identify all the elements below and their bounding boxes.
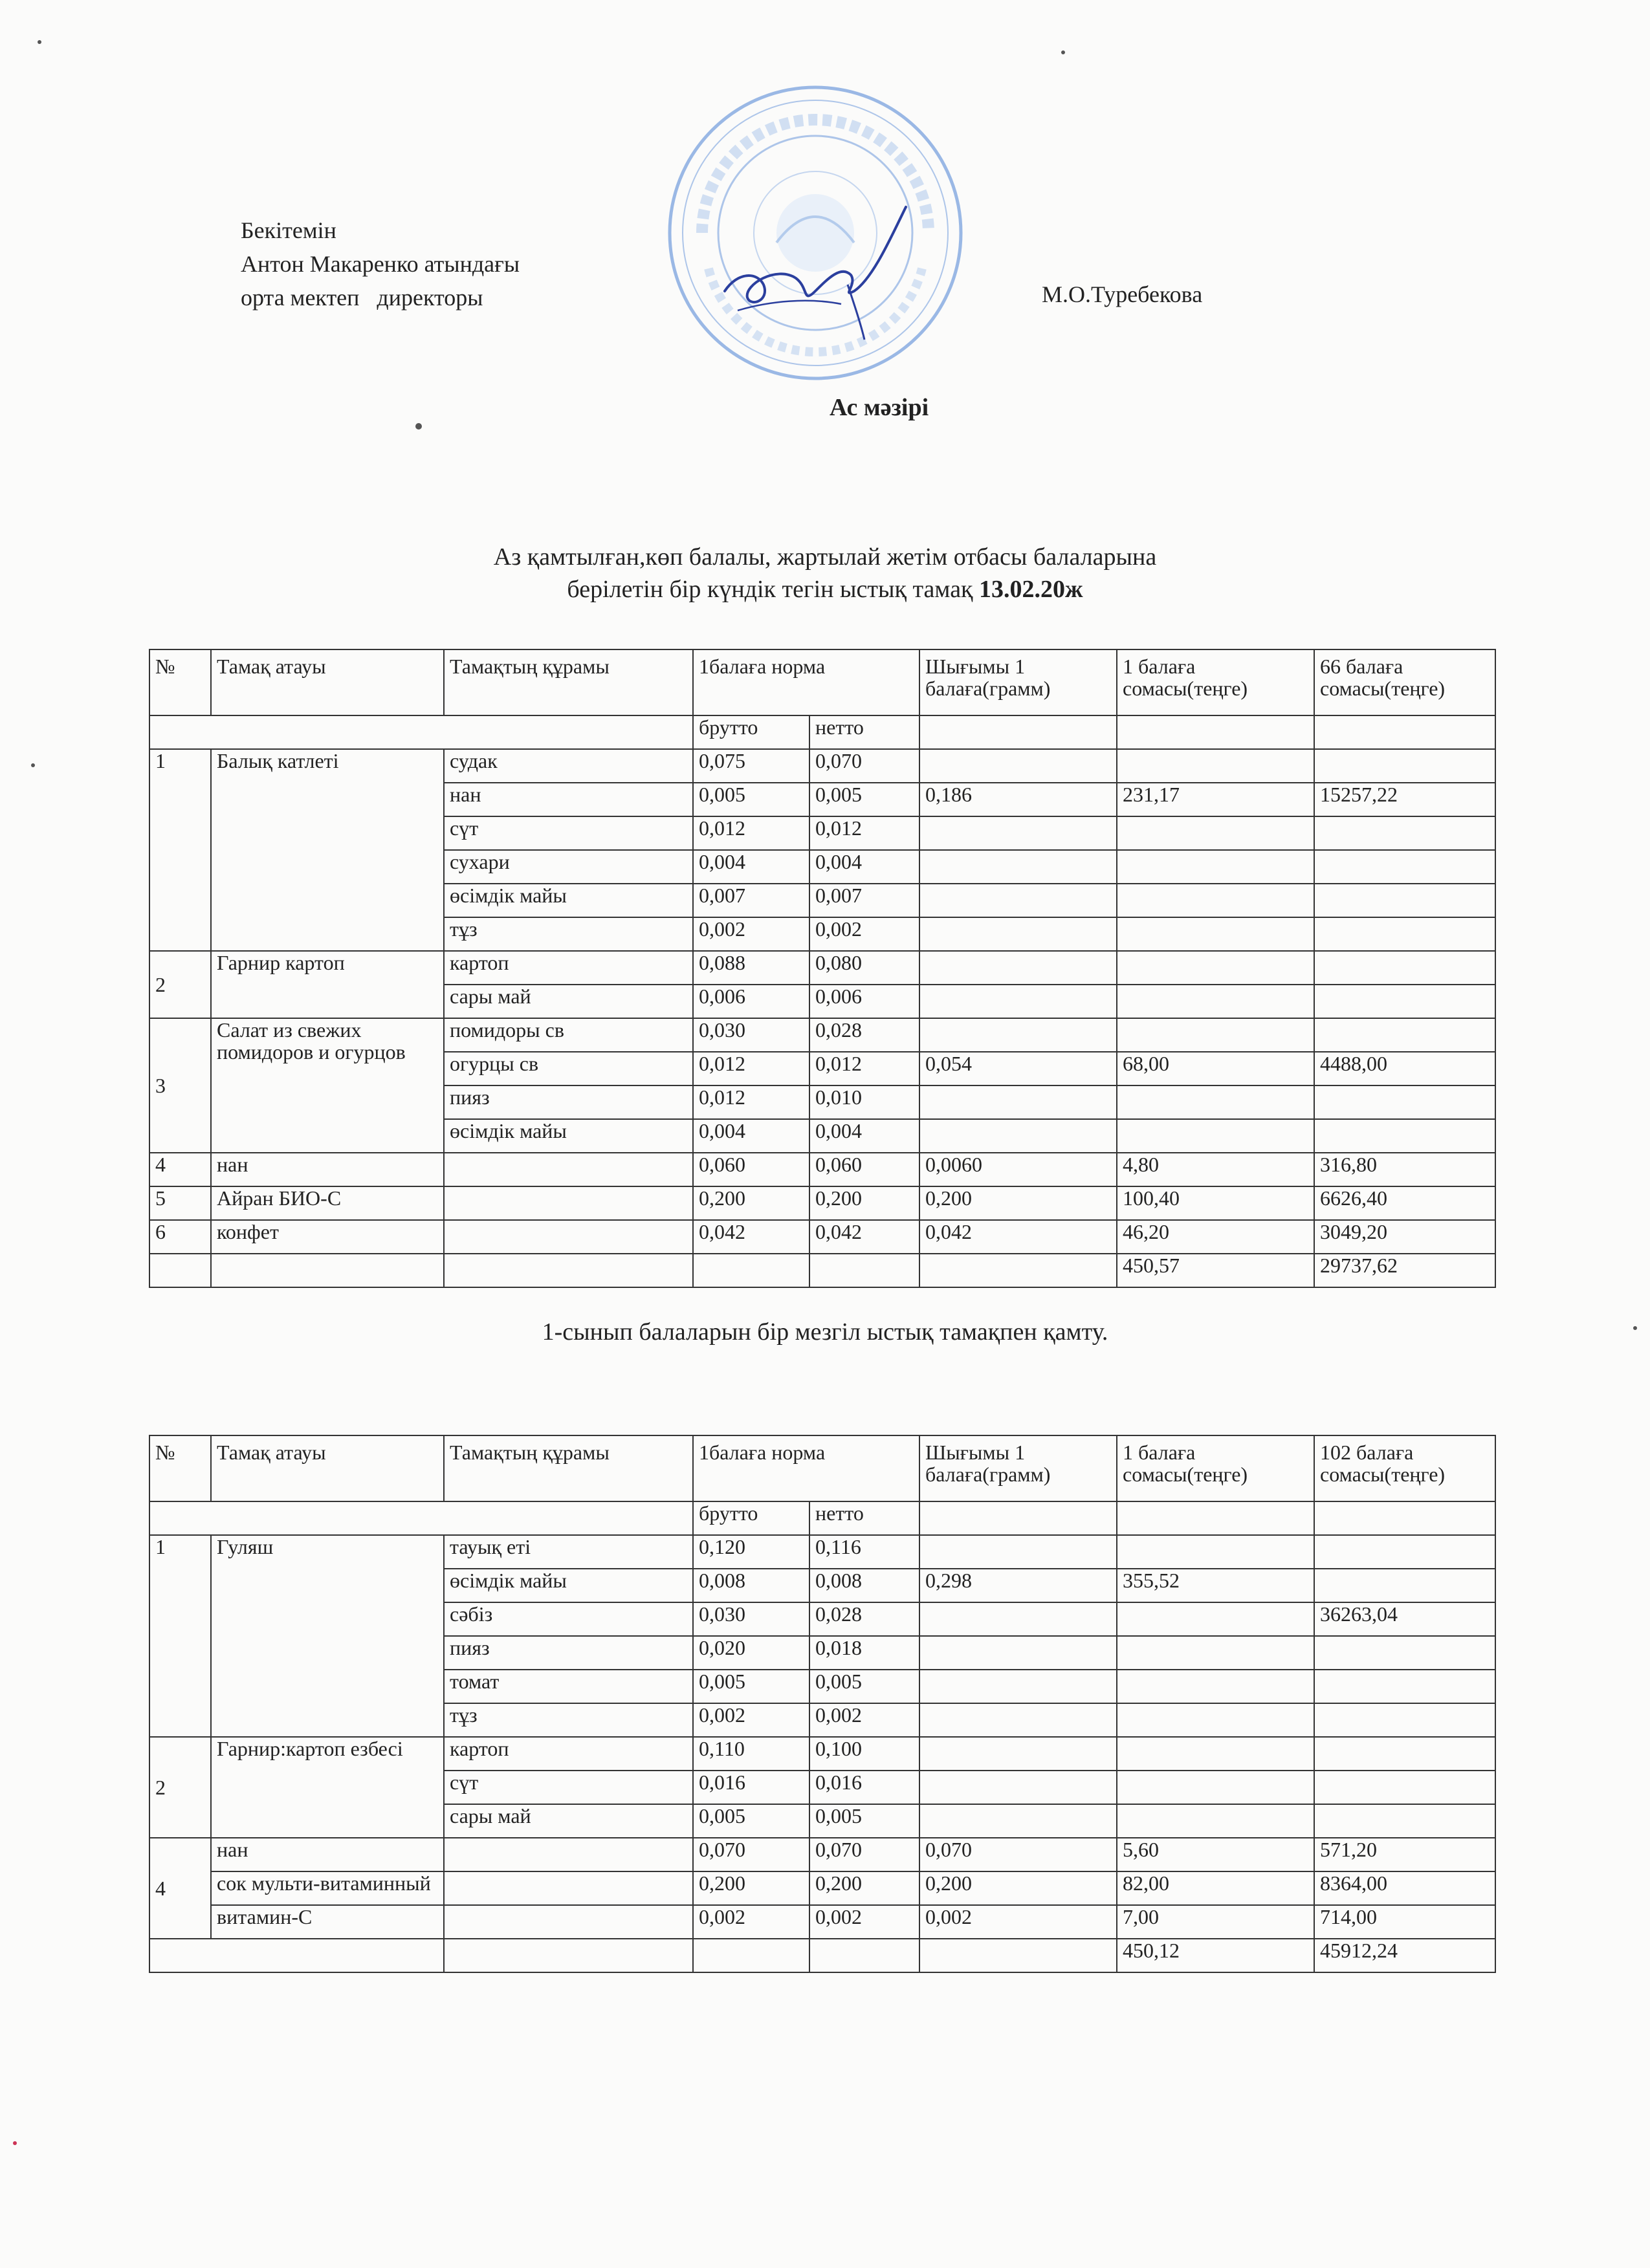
table-row <box>149 1153 1495 1186</box>
brutto-value: 0,005 <box>693 783 809 816</box>
yield-value: 0,298 <box>919 1569 1117 1602</box>
subheader-empty <box>1117 715 1314 749</box>
total-empty <box>919 1254 1117 1287</box>
brutto-value: 0,016 <box>693 1771 809 1804</box>
ingredient: картоп <box>444 1737 693 1771</box>
price-total-value: 36263,04 <box>1314 1602 1495 1636</box>
ingredient <box>444 1153 693 1186</box>
brutto-value: 0,005 <box>693 1804 809 1838</box>
price-total-value <box>1314 1703 1495 1737</box>
ingredient: огурцы св <box>444 1052 693 1085</box>
total-empty <box>444 1939 693 1972</box>
price-one-value <box>1117 1737 1314 1771</box>
brutto-value: 0,004 <box>693 850 809 884</box>
price-total-value <box>1314 1737 1495 1771</box>
menu-table-2 <box>149 1435 1496 1973</box>
dish-name: витамин-С <box>211 1905 444 1939</box>
brutto-value: 0,042 <box>693 1220 809 1254</box>
row-number: 2 <box>149 951 211 1018</box>
yield-value <box>919 850 1117 884</box>
price-total-value <box>1314 1119 1495 1153</box>
price-one-value <box>1117 1670 1314 1703</box>
price-one-value <box>1117 816 1314 850</box>
scan-speck <box>1633 1326 1637 1330</box>
brutto-value: 0,200 <box>693 1186 809 1220</box>
table-row <box>149 1871 1495 1905</box>
brutto-value: 0,120 <box>693 1535 809 1569</box>
price-total-value <box>1314 1018 1495 1052</box>
price-total-value <box>1314 985 1495 1018</box>
ingredient: тұз <box>444 917 693 951</box>
yield-value: 0,054 <box>919 1052 1117 1085</box>
price-one-value <box>1117 1703 1314 1737</box>
price-one-value: 231,17 <box>1117 783 1314 816</box>
yield-value <box>919 1771 1117 1804</box>
yield-value <box>919 1535 1117 1569</box>
price-total-value: 714,00 <box>1314 1905 1495 1939</box>
ingredient <box>444 1220 693 1254</box>
price-total-value <box>1314 1535 1495 1569</box>
yield-value <box>919 749 1117 783</box>
price-total-value: 571,20 <box>1314 1838 1495 1871</box>
price-one-value <box>1117 884 1314 917</box>
brutto-value: 0,030 <box>693 1602 809 1636</box>
price-one-value: 68,00 <box>1117 1052 1314 1085</box>
yield-value: 0,200 <box>919 1871 1117 1905</box>
ingredient <box>444 1838 693 1871</box>
table-header-row <box>149 649 1495 715</box>
col-header-price-total: 102 балаға сомасы(теңге) <box>1314 1435 1495 1501</box>
price-total-value <box>1314 917 1495 951</box>
brutto-value: 0,002 <box>693 917 809 951</box>
price-one-value <box>1117 951 1314 985</box>
subheader-brutto: брутто <box>693 1501 809 1535</box>
price-total-value <box>1314 884 1495 917</box>
col-header-composition: Тамақтың құрамы <box>444 649 693 715</box>
scan-speck <box>415 423 422 430</box>
row-number: 2 <box>149 1737 211 1838</box>
price-one-value <box>1117 850 1314 884</box>
yield-value: 0,042 <box>919 1220 1117 1254</box>
yield-value <box>919 1085 1117 1119</box>
brutto-value: 0,004 <box>693 1119 809 1153</box>
netto-value: 0,016 <box>809 1771 919 1804</box>
price-one-value <box>1117 1535 1314 1569</box>
price-one-value <box>1117 1771 1314 1804</box>
ingredient: сүт <box>444 1771 693 1804</box>
ingredient: помидоры св <box>444 1018 693 1052</box>
netto-value: 0,100 <box>809 1737 919 1771</box>
yield-value <box>919 1602 1117 1636</box>
price-one-value <box>1117 749 1314 783</box>
price-one-value <box>1117 985 1314 1018</box>
netto-value: 0,070 <box>809 1838 919 1871</box>
row-number: 4 <box>149 1153 211 1186</box>
ingredient: өсімдік майы <box>444 1119 693 1153</box>
subheader-empty <box>149 1501 693 1535</box>
col-header-dish-name: Тамақ атауы <box>211 1435 444 1501</box>
netto-value: 0,002 <box>809 1703 919 1737</box>
table-row <box>149 749 1495 783</box>
ingredient <box>444 1871 693 1905</box>
dish-name: Гарнир:картоп езбесі <box>211 1737 444 1838</box>
price-one-value <box>1117 1119 1314 1153</box>
ingredient: пияз <box>444 1085 693 1119</box>
yield-value <box>919 884 1117 917</box>
ingredient: сары май <box>444 985 693 1018</box>
col-header-yield: Шығымы 1 балаға(грамм) <box>919 1435 1117 1501</box>
netto-value: 0,116 <box>809 1535 919 1569</box>
yield-value <box>919 1703 1117 1737</box>
table-row <box>149 1220 1495 1254</box>
menu-table-1 <box>149 649 1496 1288</box>
yield-value <box>919 1119 1117 1153</box>
total-empty <box>693 1254 809 1287</box>
ingredient: тауық еті <box>444 1535 693 1569</box>
brutto-value: 0,110 <box>693 1737 809 1771</box>
total-price-one: 450,12 <box>1117 1939 1314 1972</box>
netto-value: 0,008 <box>809 1569 919 1602</box>
col-header-yield: Шығымы 1 балаға(грамм) <box>919 649 1117 715</box>
director-signature <box>712 194 919 343</box>
price-total-value <box>1314 1569 1495 1602</box>
table-row <box>149 1838 1495 1871</box>
section1-heading <box>0 541 1650 605</box>
total-empty <box>919 1939 1117 1972</box>
col-header-dish-name: Тамақ атауы <box>211 649 444 715</box>
price-total-value <box>1314 1670 1495 1703</box>
price-total-value: 3049,20 <box>1314 1220 1495 1254</box>
yield-value <box>919 951 1117 985</box>
price-one-value <box>1117 1602 1314 1636</box>
table-total-row <box>149 1254 1495 1287</box>
total-empty <box>809 1939 919 1972</box>
brutto-value: 0,008 <box>693 1569 809 1602</box>
yield-value <box>919 1737 1117 1771</box>
ingredient <box>444 1905 693 1939</box>
col-header-price-one: 1 балаға сомасы(теңге) <box>1117 649 1314 715</box>
netto-value: 0,012 <box>809 816 919 850</box>
total-price-all: 45912,24 <box>1314 1939 1495 1972</box>
row-number: 4 <box>149 1838 211 1939</box>
table-header-row <box>149 1435 1495 1501</box>
subheader-empty <box>919 1501 1117 1535</box>
scan-speck <box>1061 50 1065 54</box>
total-empty <box>809 1254 919 1287</box>
netto-value: 0,042 <box>809 1220 919 1254</box>
total-price-one: 450,57 <box>1117 1254 1314 1287</box>
price-total-value: 15257,22 <box>1314 783 1495 816</box>
yield-value: 0,0060 <box>919 1153 1117 1186</box>
total-empty <box>211 1254 444 1287</box>
col-header-price-total: 66 балаға сомасы(теңге) <box>1314 649 1495 715</box>
ingredient: пияз <box>444 1636 693 1670</box>
price-one-value: 4,80 <box>1117 1153 1314 1186</box>
subheader-netto: нетто <box>809 715 919 749</box>
table-total-row <box>149 1939 1495 1972</box>
price-one-value: 46,20 <box>1117 1220 1314 1254</box>
section1-heading-text: берілетін бір күндік тегін ыстық тамақ <box>567 576 973 603</box>
price-total-value <box>1314 1636 1495 1670</box>
yield-value <box>919 1636 1117 1670</box>
price-one-value: 100,40 <box>1117 1186 1314 1220</box>
col-header-number: № <box>149 649 211 715</box>
ingredient: картоп <box>444 951 693 985</box>
price-one-value <box>1117 1636 1314 1670</box>
dish-name: конфет <box>211 1220 444 1254</box>
brutto-value: 0,002 <box>693 1703 809 1737</box>
netto-value: 0,028 <box>809 1018 919 1052</box>
price-total-value <box>1314 816 1495 850</box>
total-empty <box>149 1939 444 1972</box>
price-one-value: 82,00 <box>1117 1871 1314 1905</box>
netto-value: 0,080 <box>809 951 919 985</box>
ingredient: томат <box>444 1670 693 1703</box>
brutto-value: 0,012 <box>693 1052 809 1085</box>
netto-value: 0,002 <box>809 1905 919 1939</box>
brutto-value: 0,002 <box>693 1905 809 1939</box>
ingredient: өсімдік майы <box>444 884 693 917</box>
col-header-norm: 1балаға норма <box>693 1435 919 1501</box>
table-row <box>149 951 1495 985</box>
scan-speck <box>31 763 35 767</box>
brutto-value: 0,030 <box>693 1018 809 1052</box>
col-header-composition: Тамақтың құрамы <box>444 1435 693 1501</box>
table-row <box>149 1737 1495 1771</box>
brutto-value: 0,020 <box>693 1636 809 1670</box>
price-total-value: 8364,00 <box>1314 1871 1495 1905</box>
brutto-value: 0,006 <box>693 985 809 1018</box>
dish-name: нан <box>211 1838 444 1871</box>
price-one-value <box>1117 1804 1314 1838</box>
netto-value: 0,070 <box>809 749 919 783</box>
row-number: 5 <box>149 1186 211 1220</box>
approval-line-3: орта мектеп директоры <box>241 285 483 311</box>
brutto-value: 0,012 <box>693 1085 809 1119</box>
subheader-empty <box>1117 1501 1314 1535</box>
yield-value: 0,186 <box>919 783 1117 816</box>
price-total-value <box>1314 951 1495 985</box>
row-number: 1 <box>149 749 211 951</box>
col-header-number: № <box>149 1435 211 1501</box>
yield-value: 0,070 <box>919 1838 1117 1871</box>
netto-value: 0,200 <box>809 1871 919 1905</box>
yield-value <box>919 917 1117 951</box>
price-total-value <box>1314 1804 1495 1838</box>
yield-value <box>919 816 1117 850</box>
price-one-value: 355,52 <box>1117 1569 1314 1602</box>
netto-value: 0,005 <box>809 1670 919 1703</box>
netto-value: 0,018 <box>809 1636 919 1670</box>
netto-value: 0,004 <box>809 850 919 884</box>
dish-name: Гуляш <box>211 1535 444 1737</box>
price-total-value: 6626,40 <box>1314 1186 1495 1220</box>
scan-speck <box>13 2141 17 2145</box>
price-total-value: 4488,00 <box>1314 1052 1495 1085</box>
scan-speck <box>38 40 41 44</box>
table-subheader-row <box>149 1501 1495 1535</box>
dish-name: Айран БИО-С <box>211 1186 444 1220</box>
yield-value: 0,002 <box>919 1905 1117 1939</box>
netto-value: 0,006 <box>809 985 919 1018</box>
section1-date: 13.02.20ж <box>979 576 1083 603</box>
section1-heading-line1: Аз қамтылған,көп балалы, жартылай жетім отбасы балаларына <box>493 543 1157 571</box>
brutto-value: 0,007 <box>693 884 809 917</box>
netto-value: 0,060 <box>809 1153 919 1186</box>
price-one-value: 7,00 <box>1117 1905 1314 1939</box>
price-one-value <box>1117 917 1314 951</box>
ingredient: сухари <box>444 850 693 884</box>
subheader-netto: нетто <box>809 1501 919 1535</box>
brutto-value: 0,070 <box>693 1838 809 1871</box>
approval-block <box>241 213 520 314</box>
yield-value <box>919 1670 1117 1703</box>
ingredient <box>444 1186 693 1220</box>
approval-line-1: Бекітемін <box>241 217 336 243</box>
netto-value: 0,200 <box>809 1186 919 1220</box>
brutto-value: 0,088 <box>693 951 809 985</box>
approval-line-2: Антон Макаренко атындағы <box>241 251 520 277</box>
ingredient: судак <box>444 749 693 783</box>
yield-value <box>919 985 1117 1018</box>
menu-title: Ас мәзірі <box>830 394 929 421</box>
subheader-empty <box>1314 715 1495 749</box>
brutto-value: 0,060 <box>693 1153 809 1186</box>
ingredient: өсімдік майы <box>444 1569 693 1602</box>
ingredient: сары май <box>444 1804 693 1838</box>
netto-value: 0,004 <box>809 1119 919 1153</box>
col-header-price-one: 1 балаға сомасы(теңге) <box>1117 1435 1314 1501</box>
total-empty <box>444 1254 693 1287</box>
brutto-value: 0,005 <box>693 1670 809 1703</box>
brutto-value: 0,200 <box>693 1871 809 1905</box>
subheader-brutto: брутто <box>693 715 809 749</box>
ingredient: тұз <box>444 1703 693 1737</box>
yield-value: 0,200 <box>919 1186 1117 1220</box>
price-one-value <box>1117 1085 1314 1119</box>
ingredient: сәбіз <box>444 1602 693 1636</box>
row-number: 6 <box>149 1220 211 1254</box>
total-price-all: 29737,62 <box>1314 1254 1495 1287</box>
yield-value <box>919 1018 1117 1052</box>
price-one-value: 5,60 <box>1117 1838 1314 1871</box>
table-row <box>149 1905 1495 1939</box>
section1-heading-line2 <box>0 573 1650 605</box>
section2-heading: 1-сынып балаларын бір мезгіл ыстық тамақпен қамту. <box>542 1318 1108 1346</box>
col-header-norm: 1балаға норма <box>693 649 919 715</box>
netto-value: 0,002 <box>809 917 919 951</box>
netto-value: 0,012 <box>809 1052 919 1085</box>
table-row <box>149 1535 1495 1569</box>
netto-value: 0,005 <box>809 783 919 816</box>
subheader-empty <box>1314 1501 1495 1535</box>
price-total-value <box>1314 1771 1495 1804</box>
dish-name: Балық катлеті <box>211 749 444 951</box>
dish-name: нан <box>211 1153 444 1186</box>
brutto-value: 0,075 <box>693 749 809 783</box>
price-one-value <box>1117 1018 1314 1052</box>
brutto-value: 0,012 <box>693 816 809 850</box>
netto-value: 0,028 <box>809 1602 919 1636</box>
dish-name: Гарнир картоп <box>211 951 444 1018</box>
director-name: М.О.Туребекова <box>1042 281 1203 307</box>
ingredient: сүт <box>444 816 693 850</box>
netto-value: 0,005 <box>809 1804 919 1838</box>
table-row <box>149 1186 1495 1220</box>
subheader-empty <box>149 715 693 749</box>
ingredient: нан <box>444 783 693 816</box>
price-total-value: 316,80 <box>1314 1153 1495 1186</box>
total-empty <box>693 1939 809 1972</box>
netto-value: 0,010 <box>809 1085 919 1119</box>
dish-name: Салат из свежих помидоров и огурцов <box>211 1018 444 1153</box>
row-number: 3 <box>149 1018 211 1153</box>
subheader-empty <box>919 715 1117 749</box>
row-number: 1 <box>149 1535 211 1737</box>
netto-value: 0,007 <box>809 884 919 917</box>
table-row <box>149 1018 1495 1052</box>
price-total-value <box>1314 749 1495 783</box>
yield-value <box>919 1804 1117 1838</box>
table-subheader-row <box>149 715 1495 749</box>
price-total-value <box>1314 850 1495 884</box>
price-total-value <box>1314 1085 1495 1119</box>
total-empty <box>149 1254 211 1287</box>
dish-name: сок мульти-витаминный <box>211 1871 444 1905</box>
